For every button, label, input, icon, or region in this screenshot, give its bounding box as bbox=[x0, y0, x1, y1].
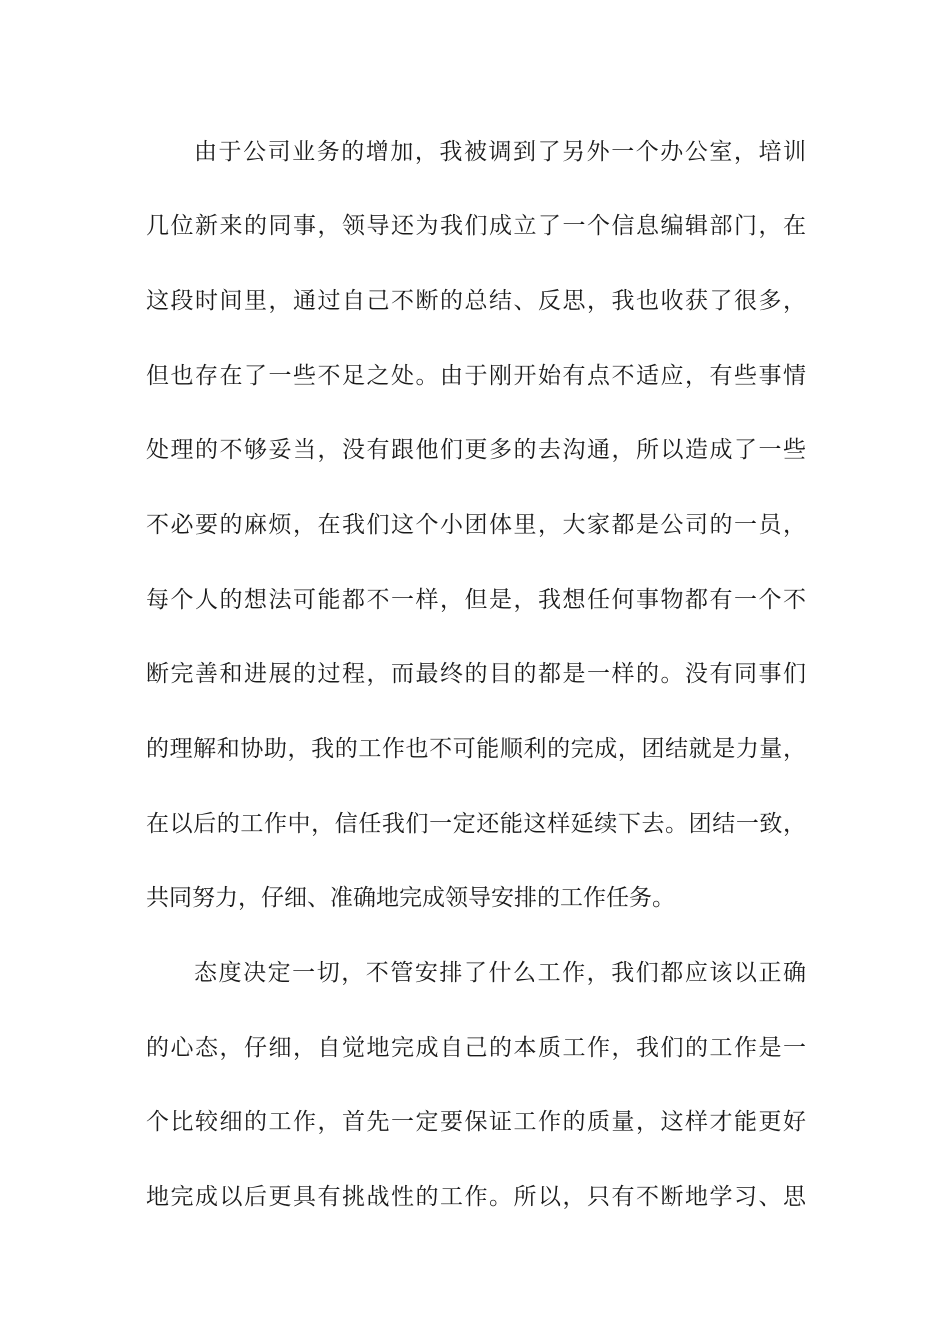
paragraph-1-line-9: 的理解和协助，我的工作也不可能顺利的完成，团结就是力量， bbox=[146, 736, 806, 762]
paragraph-2-line-3: 个比较细的工作，首先一定要保证工作的质量，这样才能更好 bbox=[146, 1109, 806, 1135]
paragraph-1-line-6: 不必要的麻烦，在我们这个小团体里，大家都是公司的一员， bbox=[146, 512, 806, 538]
paragraph-1-line-4: 但也存在了一些不足之处。由于刚开始有点不适应，有些事情 bbox=[146, 363, 806, 389]
paragraph-1-line-8: 断完善和进展的过程，而最终的目的都是一样的。没有同事们 bbox=[146, 661, 806, 687]
paragraph-2-line-2: 的心态，仔细，自觉地完成自己的本质工作，我们的工作是一 bbox=[146, 1035, 806, 1061]
paragraph-1-line-10: 在以后的工作中，信任我们一定还能这样延续下去。团结一致， bbox=[146, 811, 806, 837]
paragraph-1-line-3: 这段时间里，通过自己不断的总结、反思，我也收获了很多， bbox=[146, 288, 806, 314]
paragraph-1-line-7: 每个人的想法可能都不一样，但是，我想任何事物都有一个不 bbox=[146, 587, 806, 613]
paragraph-1-line-11: 共同努力，仔细、准确地完成领导安排的工作任务。 bbox=[146, 885, 675, 911]
paragraph-2-line-4: 地完成以后更具有挑战性的工作。所以，只有不断地学习、思 bbox=[146, 1184, 806, 1210]
paragraph-1-line-5: 处理的不够妥当，没有跟他们更多的去沟通，所以造成了一些 bbox=[146, 437, 806, 463]
paragraph-2-line-1: 态度决定一切，不管安排了什么工作，我们都应该以正确 bbox=[194, 960, 806, 986]
paragraph-1-line-1: 由于公司业务的增加，我被调到了另外一个办公室，培训 bbox=[194, 139, 806, 165]
paragraph-1-line-2: 几位新来的同事，领导还为我们成立了一个信息编辑部门，在 bbox=[146, 213, 806, 239]
